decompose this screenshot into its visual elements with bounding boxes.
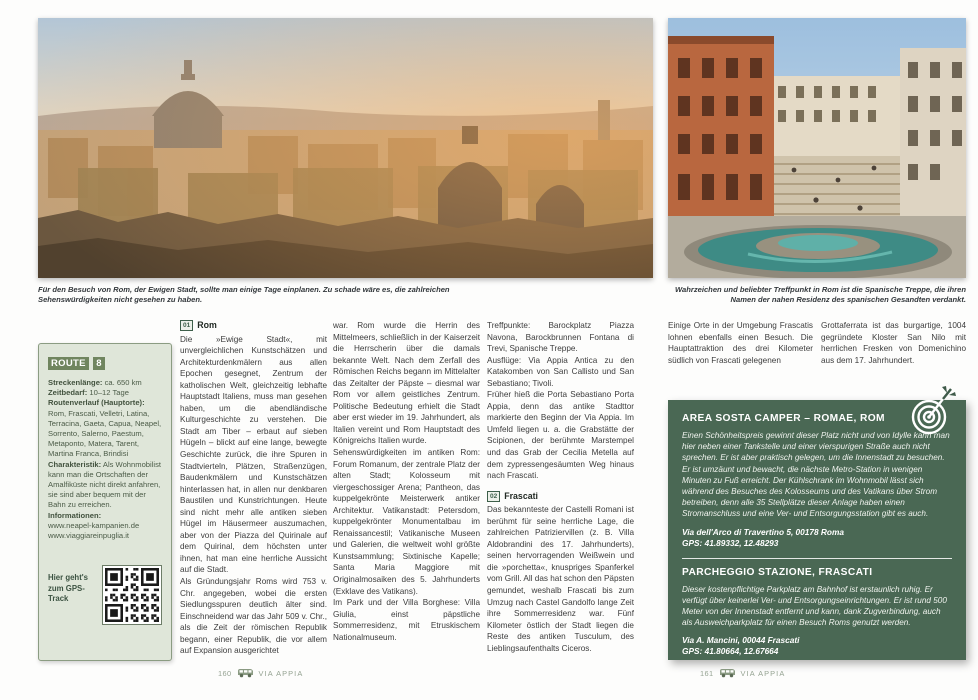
gps-track-label: Hier geht's zum GPS-Track bbox=[48, 573, 88, 604]
paragraph: war. Rom wurde die Herrin des Mittelmeers, schließlich in der Kaiserzeit die Herrscherin über die damals bekannte Welt. Nach dem Zerfall des Römischen Reichs begann im Mittelalter das Zeitalter der Päpste – diesmal war Rom vor allem geistliches Zentrum. Politische Bedeutung erhielt die Stadt aber erst wieder im 19. Jahrhundert, als Italien vereint und Rom Hauptstadt des Königreichs Italien wurde. bbox=[333, 321, 480, 446]
caption-rome: Für den Besuch von Rom, der Ewigen Stadt, sollte man einige Tage einplanen. Zu schade wäre es, die zahlreichen Sehenswürdigkeiten nicht gesehen zu haben. bbox=[38, 285, 450, 305]
dart-target-icon bbox=[908, 384, 958, 438]
section-number-badge: 02 bbox=[487, 491, 500, 502]
route-field-distance: Streckenlänge: ca. 650 km bbox=[48, 378, 142, 387]
paragraph: Sehenswürdigkeiten im antiken Rom: Forum Romanum, der zentrale Platz der alten Stadt; Kolosseum mit viergeschossiger Arena; Pantheon, das kuppelgekrönte Meisterwerk antiker Architektur. Vatikanstadt: Petersdom, kuppelgekrönter Monumentalbau im Renaissancestil; Vatikanische Museen und Galerien, die weltweit wohl größte Kunstsammlung; Sixtinische Kapelle; Santa Maria Maggiore mit Originalmosaiken des 5. Jahrhunderts (Exklave des Vatikans). bbox=[333, 448, 480, 596]
footer-right-page bbox=[700, 668, 785, 678]
website-link-kampanien[interactable]: www.neapel-kampanien.de bbox=[48, 520, 140, 530]
camper-box-address: Via A. Mancini, 00044 Frascati bbox=[682, 635, 800, 646]
paragraph: Grottaferrata ist das burgartige, 1004 gegründete Kloster San Nilo mit herrlichen Fresken von Domenichino aus dem 17. Jahrhundert. bbox=[821, 321, 966, 365]
page-number: 161 bbox=[700, 668, 714, 678]
qr-code bbox=[102, 565, 162, 625]
route-info-box bbox=[38, 343, 172, 661]
route-title-word: ROUTE bbox=[48, 357, 89, 370]
camper-box-body: Einen Schönheitspreis gewinnt dieser Platz nicht und von Idylle kann man hier neben einer Tankstelle und einer vierspurigen Straße auch nicht sprechen. Er ist aber praktisch gelegen, um die Innenstadt zu besuchen. Er ist umzäunt und bewacht, die nächste Metro-Station in wenigen Minuten zu Fuß erreicht. Der Kühlschrank im Wohnmobil lässt sich während des Besuches des Kolosseums und des Vatikans über Strom betreiben, denn alle 35 Stellplätze dieser Anlage haben einen Stromanschluss und eine Ver- und Entsorgungsstation gibt es auch. bbox=[682, 431, 950, 519]
section-title: Rom bbox=[197, 320, 217, 330]
camper-van-icon bbox=[237, 668, 254, 678]
route-field-characteristics: Charakteristik: Als Wohnmobilist kann man die Ortschaften der Amalfiküste nicht direkt anfahren, sie sind aber bequem mit der Bahn zu erreichen. bbox=[48, 459, 161, 510]
series-title: VIA APPIA bbox=[740, 668, 786, 678]
paragraph: Ausflüge: Via Appia Antica zu den Katakomben von San Callisto und San Sebastiano; Tivoli. bbox=[487, 355, 634, 388]
route-title-number: 8 bbox=[93, 357, 105, 370]
paragraph: Als Gründungsjahr Roms wird 753 v. Chr. angegeben, wobei die ersten Siedlungsspuren deutlich älter sind. Einschneidend war das Jahr 509 v. Chr., als die Zeit der römischen Republik begann, einer Republik, die vor allem auf Expansion ausgerichtet bbox=[180, 577, 327, 656]
camper-box-gps: GPS: 41.80664, 12.67664 bbox=[682, 646, 779, 657]
paragraph: Treffpunkte: Barockplatz Piazza Navona, Barockbrunnen Fontana di Trevi, Spanische Treppe. bbox=[487, 321, 634, 354]
paragraph: Früher hieß die Porta Sebastiano Porta Appia, denn das antike Stadttor markierte den Beginn der Via Appia. Im Umfeld liegen u. a. die Grabstätte der Scipionen, der berühmte Marstempel und das Grab der Cecilia Metella auf dem zypressengesäumten Weg hinaus nach Frascati. bbox=[487, 390, 634, 481]
camper-box-title: AREA SOSTA CAMPER – ROMAE, ROM bbox=[682, 413, 885, 424]
gps-track-row bbox=[48, 565, 162, 625]
camper-box-body: Dieser kostenpflichtige Parkplatz am Bahnhof ist erstaunlich ruhig. Er verfügt über keinerlei Ver- und Entsorgungseinrichtungen. Er ist rund 500 Meter von der Innenstadt entfernt und kann, dank Zugverbindung, auch als Ausweichparkplatz für einen Besuch Roms genutzt werden. bbox=[682, 584, 947, 628]
series-title: VIA APPIA bbox=[258, 668, 304, 678]
photo-spanish-steps bbox=[668, 18, 966, 278]
footer-left-page bbox=[218, 668, 303, 678]
camper-info-box bbox=[668, 400, 966, 660]
photo-rome-skyline bbox=[38, 18, 653, 278]
rome-skyline-illustration bbox=[38, 18, 653, 278]
camper-box-gps: GPS: 41.89332, 12.48293 bbox=[682, 537, 779, 548]
page-number: 160 bbox=[218, 668, 232, 678]
spanish-steps-illustration bbox=[668, 18, 966, 278]
article-column-1 bbox=[180, 320, 327, 682]
camper-box-address: Via dell'Arco di Travertino 5, 00178 Roma bbox=[682, 526, 844, 537]
camper-van-icon bbox=[719, 668, 736, 678]
paragraph: Im Park und der Villa Borghese: Villa Giulia, einst päpstliche Sommerresidenz, mit Etruskischem Nationalmuseum. bbox=[333, 598, 480, 642]
section-number-badge: 01 bbox=[180, 320, 193, 331]
camper-box-title: PARCHEGGIO STAZIONE, FRASCATI bbox=[682, 566, 873, 578]
qr-code-pattern bbox=[105, 568, 159, 622]
section-heading-rom bbox=[180, 320, 327, 332]
paragraph: Die »Ewige Stadt«, mit unvergleichlichen Kunstschätzen und Architekturdenkmälern aus allen Epochen gesegnet, Zentrum der katholischen Welt, gleichzeitig lebhafte Hauptstadt Italiens, muss man gesehen haben, um die abendländische Kulturgeschichte zu verstehen. Die Stadt am Tiber – erbaut auf sieben Hügeln – blickt auf eine lange, bewegte Geschichte zurück, die ihre Spuren in Stadtvierteln, Plätzen, Straßenzügen, Baudenkmälern und Kunstschätzen hinterlassen hat, in allen nur denkbaren Baustilen und Kunstrichtungen. Heute sind nicht mehr alle antiken sieben Hügel im Häusermeer auszumachen, aber von der Piazza del Quirinale auf dem Quirinal, dem höchsten unter ihnen, hat man eine herrliche Aussicht auf die Stadt. bbox=[180, 334, 327, 575]
camper-box-frascati bbox=[682, 567, 952, 658]
website-link-puglia[interactable]: www.viaggiareinpuglia.it bbox=[48, 531, 130, 541]
route-field-itinerary: Routenverlauf (Hauptorte): Rom, Frascati, Velletri, Latina, Terracina, Gaeta, Capua, Neapel, Sorrento, Salerno, Paestum, Metaponto, Matera, Tarent, Martina Franca, Brindisi bbox=[48, 398, 162, 459]
paragraph: Einige Orte in der Umgebung Frascatis lohnen ebenfalls einen Besuch. Die Hauptattraktion des drei Kilometer südlich von Frascati gelegenen bbox=[668, 321, 813, 365]
route-field-information: Informationen: bbox=[48, 510, 102, 520]
route-field-duration: Zeitbedarf: 10–12 Tage bbox=[48, 388, 129, 398]
paragraph: Das bekannteste der Castelli Romani ist berühmt für seine herrliche Lage, die zahlreichen Patriziervillen (z. B. Villa Aldobrandini des 17. Jahrhunderts), seinen hervorragenden Weißwein und die »porchetta«, knuspriges Spanferkel vom Grill. All das hat schon den Päpsten gemundet, weshalb Frascati bis zum Umzug nach Castel Gandolfo lange Zeit ihre Sommerresidenz war. Fünf Kilometer östlich der Stadt liegen die Reste des antiken Tusculum, des Lieblingsaufenthalts Ciceros. bbox=[487, 505, 634, 653]
route-title bbox=[48, 353, 162, 371]
article-column-2 bbox=[333, 320, 480, 682]
caption-spanish-steps: Wahrzeichen und beliebter Treffpunkt in Rom ist die Spanische Treppe, die ihren Namen der nahen Residenz des spanischen Gesandten verdankt. bbox=[674, 285, 966, 305]
section-heading-frascati bbox=[487, 491, 634, 503]
camper-box-divider bbox=[682, 558, 952, 559]
article-column-3 bbox=[487, 320, 634, 682]
section-title: Frascati bbox=[504, 490, 538, 501]
